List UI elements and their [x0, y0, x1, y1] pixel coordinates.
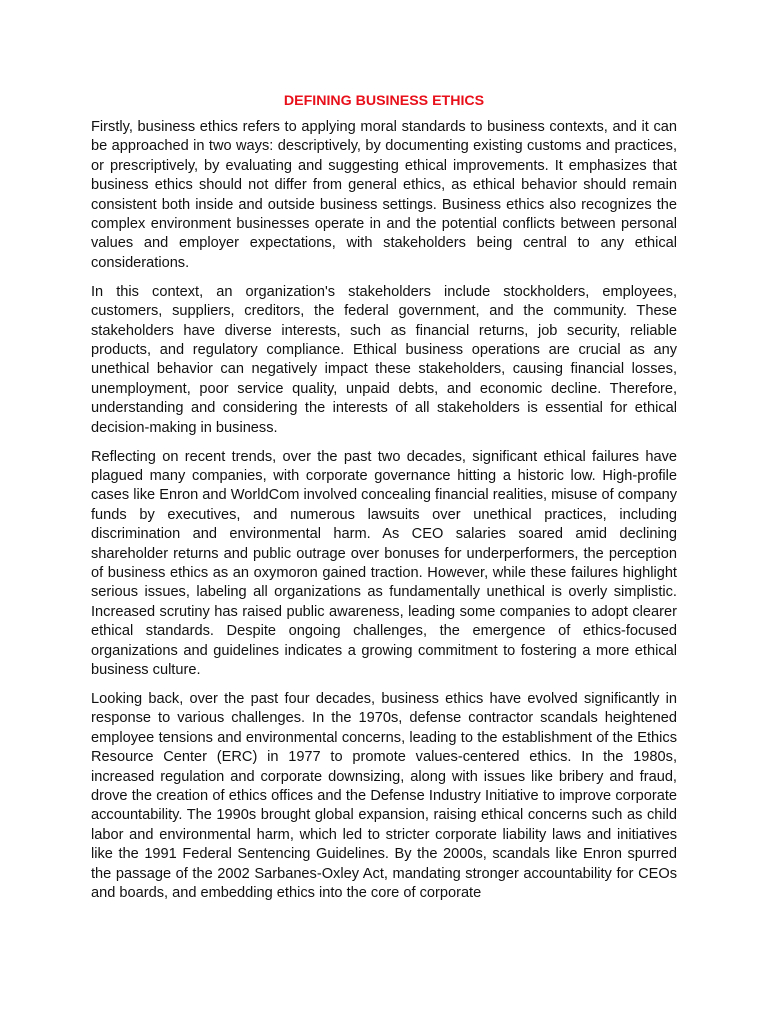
paragraph-4: Looking back, over the past four decades, business ethics have evolved significantly in response to various challenges. In the 1970s, defense contractor scandals heightened employee tensions and environmental concerns, leading to the establishment of the Ethics Resource Center (ERC) in 1977 to promote values-centered ethics. In the 1980s, increased regulation and corporate downsizing, along with issues like bribery and fraud, drove the creation of ethics offices and the Defense Industry Initiative to improve corporate accountability. The 1990s brought global expansion, raising ethical concerns such as child labor and environmental harm, which led to stricter corporate liability laws and initiatives like the 1991 Federal Sentencing Guidelines. By the 2000s, scandals like Enron spurred the passage of the 2002 Sarbanes-Oxley Act, mandating stronger accountability for CEOs and boards, and embedding ethics into the core of corporate: [91, 690, 677, 901]
document-title: DEFINING BUSINESS ETHICS: [283, 93, 485, 109]
paragraph-2: In this context, an organization's stakeholders include stockholders, employees, customers, suppliers, creditors, the federal government, and the community. These stakeholders have diverse interests, such as financial returns, job security, reliable products, and regulatory compliance. Ethical business operations are crucial as any unethical behavior can negatively impact these stakeholders, causing financial losses, unemployment, poor service quality, unpaid debts, and economic decline. Therefore, understanding and considering the interests of all stakeholders is essential for ethical decision-making in business.: [91, 283, 677, 436]
paragraph-1: Firstly, business ethics refers to applying moral standards to business contexts, and it can be approached in two ways: descriptively, by documenting existing customs and practices, or prescriptively, by evaluating and suggesting ethical improvements. It emphasizes that business ethics should not differ from general ethics, as ethical behavior should remain consistent both inside and outside business settings. Business ethics also recognizes the complex environment businesses operate in and the potential conflicts between personal values and employer expectations, with stakeholders being central to any ethical considerations.: [91, 119, 677, 271]
document-page: [91, 92, 677, 913]
paragraph-3: Reflecting on recent trends, over the past two decades, significant ethical failures have plagued many companies, with corporate governance hitting a historic low. High-profile cases like Enron and WorldCom involved concealing financial realities, misuse of company funds by executives, and numerous lawsuits over unethical practices, including discrimination and environmental harm. As CEO salaries soared amid declining shareholder returns and public outrage over bonuses for underperformers, the perception of business ethics as an oxymoron gained traction. However, while these failures highlight serious issues, labeling all organizations as fundamentally unethical is overly simplistic. Increased scrutiny has raised public awareness, leading some companies to adopt clearer ethical standards. Despite ongoing challenges, the emergence of ethics-focused organizations and guidelines indicates a growing commitment to fostering a more ethical business culture.: [91, 448, 677, 678]
